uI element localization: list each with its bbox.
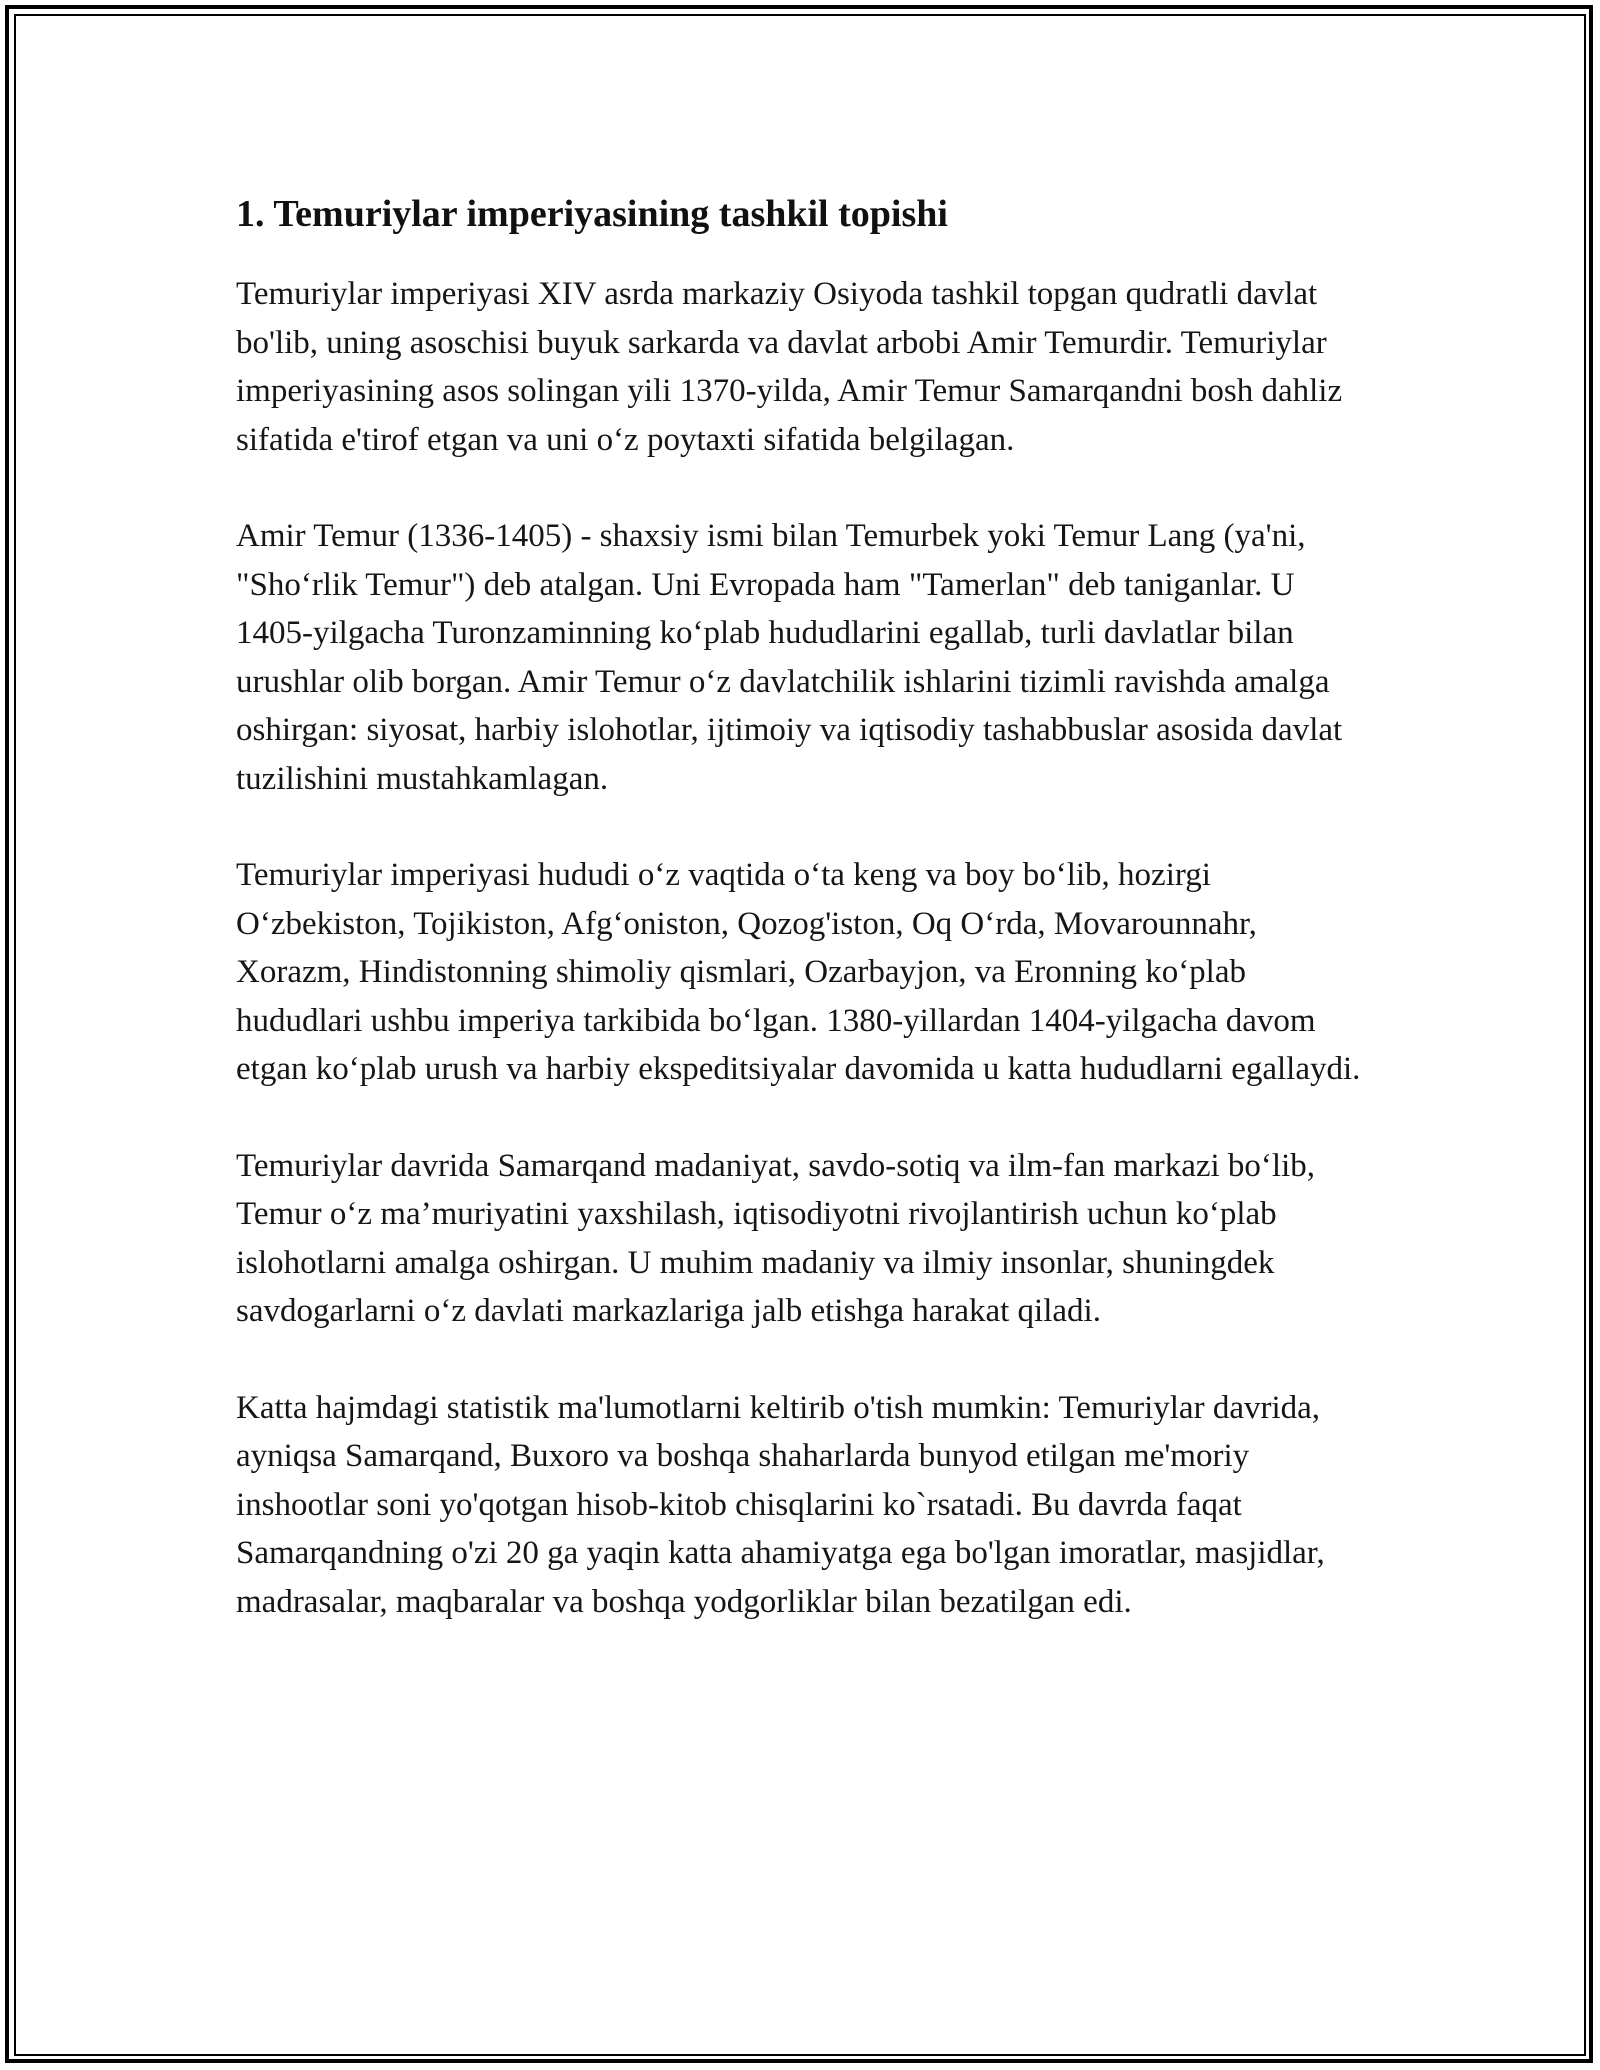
document-body — [236, 190, 1366, 1674]
paragraph-samarqand-culture: Temuriylar davrida Samarqand madaniyat, savdo-sotiq va ilm-fan markazi bo‘lib, Temur o‘z ma’muriyatini yaxshilash, iqtisodiyotni rivojlantirish uchun ko‘plab islohotlarni amalga oshirgan. U muhim madaniy va ilmiy insonlar, shuningdek savdogarlarni o‘z davlati markazlariga jalb etishga harakat qiladi. — [236, 1147, 1316, 1329]
paragraph-amir-temur: Amir Temur (1336-1405) - shaxsiy ismi bilan Temurbek yoki Temur Lang (ya'ni, "Sho‘rlik Temur") deb atalgan. Uni Evropada ham "Tamerlan" deb taniganlar. U 1405-yilgacha Turonzaminning ko‘plab hududlarini egallab, turli davlatlar bilan urushlar olib borgan. Amir Temur o‘z davlatchilik ishlarini tizimli ravishda amalga oshirgan: siyosat, harbiy islohotlar, ijtimoiy va iqtisodiy tashabbuslar asosida davlat tuzilishini mustahkamlagan. — [236, 518, 1343, 797]
paragraph-founding: Temuriylar imperiyasi XIV asrda markaziy Osiyoda tashkil topgan qudratli davlat bo'lib, uning asoschisi buyuk sarkarda va davlat arbobi Amir Temurdir. Temuriylar imperiyasining asos solingan yili 1370-yilda, Amir Temur Samarqandni bosh dahliz sifatida e'tirof etgan va uni o‘z poytaxti sifatida belgilagan. — [236, 276, 1343, 458]
paragraph-territory: Temuriylar imperiyasi hududi o‘z vaqtida o‘ta keng va boy bo‘lib, hozirgi O‘zbekiston, Tojikiston, Afg‘oniston, Qozog'iston, Oq O‘rda, Movarounnahr, Xorazm, Hindistonning shimoliy qismlari, Ozarbayjon, va Eronning ko‘plab hududlari ushbu imperiya tarkibida bo‘lgan. 1380-yillardan 1404-yilgacha davom etgan ko‘plab urush va harbiy ekspeditsiyalar davomida u katta hududlarni egallaydi. — [236, 857, 1361, 1087]
section-heading: 1. Temuriylar imperiyasining tashkil topishi — [236, 193, 948, 235]
paragraph-architecture: Katta hajmdagi statistik ma'lumotlarni keltirib o'tish mumkin: Temuriylar davrida, ayniqsa Samarqand, Buxoro va boshqa shaharlarda bunyod etilgan me'moriy inshootlar soni yo'qotgan hisob-kitob chisqlarini ko`rsatadi. Bu davrda faqat Samarqandning o'zi 20 ga yaqin katta ahamiyatga ega bo'lgan imoratlar, masjidlar, madrasalar, maqbaralar va boshqa yodgorliklar bilan bezatilgan edi. — [236, 1389, 1325, 1620]
